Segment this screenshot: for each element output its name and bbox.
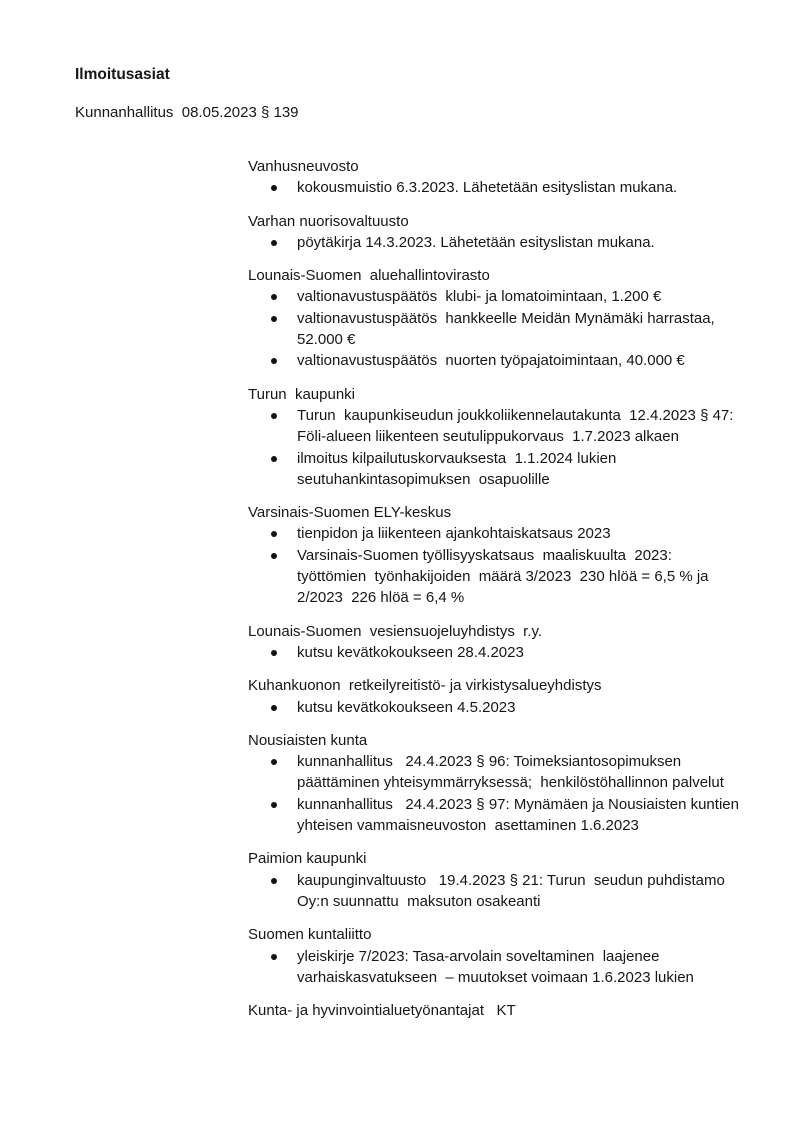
bullet-list: [248, 232, 742, 253]
section-heading: Lounais-Suomen vesiensuojeluyhdistys r.y.: [248, 622, 543, 640]
bullet-item-text: kutsu kevätkokoukseen 28.4.2023: [297, 643, 524, 661]
bullet-icon: [271, 294, 277, 300]
bullet-icon: [271, 705, 277, 711]
section-heading: Paimion kaupunki: [248, 850, 367, 868]
bullet-item-text: valtionavustuspäätös hankkeelle Meidän Mynämäki harrastaa, 52.000 €: [297, 309, 719, 349]
bullet-item-text: kunnanhallitus 24.4.2023 § 97: Mynämäen ja Nousiaisten kuntien yhteisen vammaisneuvoston asettaminen 1.6.2023: [297, 795, 744, 835]
announcement-section: [248, 265, 742, 371]
announcement-section: [248, 924, 742, 988]
bullet-item: [248, 794, 742, 837]
bullet-list: [248, 946, 742, 989]
bullet-icon: [271, 316, 277, 322]
announcement-section: [248, 675, 742, 718]
bullet-item-text: ilmoitus kilpailutuskorvauksesta 1.1.2024 lukien seutuhankintasopimuksen osapuolille: [297, 449, 621, 488]
bullet-item-text: kaupunginvaltuusto 19.4.2023 § 21: Turun seudun puhdistamo Oy:n suunnattu maksuton osakeanti: [297, 871, 734, 910]
section-heading: Varsinais-Suomen ELY-keskus: [248, 504, 452, 522]
bullet-list: [248, 523, 742, 608]
bullet-list: [248, 286, 742, 371]
bullet-item: [248, 350, 742, 371]
announcement-section: [248, 502, 742, 608]
bullet-icon: [271, 240, 277, 246]
bullet-icon: [271, 531, 277, 537]
bullet-item: [248, 946, 742, 989]
bullet-item-text: kokousmuistio 6.3.2023. Lähetetään esityslistan mukana.: [297, 179, 678, 197]
bullet-item: [248, 642, 742, 663]
bullet-item-text: Varsinais-Suomen työllisyyskatsaus maaliskuulta 2023: työttömien työnhakijoiden määrä 3/2023 230 hlöä = 6,5 % ja 2/2023 226 hlöä = 6,4 %: [297, 546, 713, 607]
section-heading: Kuhankuonon retkeilyreitistö- ja virkistysalueyhdistys: [248, 677, 602, 695]
announcement-section: [248, 211, 742, 254]
bullet-icon: [271, 358, 277, 364]
bullet-item-text: kunnanhallitus 24.4.2023 § 96: Toimeksiantosopimuksen päättäminen yhteisymmärryksessä; henkilöstöhallinnon palvelut: [297, 753, 724, 792]
bullet-item: [248, 405, 742, 448]
bullet-list: [248, 751, 742, 836]
announcement-section: [248, 1000, 742, 1021]
announcement-section: [248, 848, 742, 912]
bullet-item: [248, 870, 742, 913]
bullet-icon: [271, 456, 277, 462]
bullet-item: [248, 177, 742, 198]
bullet-item: [248, 448, 742, 491]
bullet-list: [248, 405, 742, 490]
section-heading: Vanhusneuvosto: [248, 158, 359, 175]
section-heading: Lounais-Suomen aluehallintovirasto: [248, 267, 490, 285]
section-heading: Varhan nuorisovaltuusto: [248, 212, 409, 230]
document-subtitle: Kunnanhallitus 08.05.2023 § 139: [75, 104, 299, 121]
section-heading: Kunta- ja hyvinvointialuetyönantajat KT: [248, 1002, 516, 1020]
bullet-item-text: kutsu kevätkokoukseen 4.5.2023: [297, 698, 516, 716]
bullet-item: [248, 308, 742, 351]
bullet-icon: [271, 413, 277, 419]
bullet-item: [248, 523, 742, 544]
bullet-list: [248, 642, 742, 663]
bullet-item: [248, 232, 742, 253]
bullet-item-text: Turun kaupunkiseudun joukkoliikennelautakunta 12.4.2023 § 47: Föli-alueen liikenteen seutulippukorvaus 1.7.2023 alkaen: [297, 406, 738, 446]
bullet-list: [248, 870, 742, 913]
bullet-icon: [271, 553, 277, 559]
bullet-icon: [271, 802, 277, 808]
bullet-item-text: pöytäkirja 14.3.2023. Lähetetään esityslistan mukana.: [297, 233, 655, 251]
bullet-item-text: valtionavustuspäätös nuorten työpajatoimintaan, 40.000 €: [297, 352, 685, 370]
bullet-item-text: yleiskirje 7/2023: Tasa-arvolain soveltaminen laajenee varhaiskasvatukseen – muutokset voimaan 1.6.2023 lukien: [297, 947, 694, 986]
bullet-item: [248, 545, 742, 609]
section-heading: Turun kaupunki: [248, 385, 356, 403]
bullet-icon: [271, 878, 277, 884]
bullet-list: [248, 177, 742, 198]
sections-container: [248, 156, 742, 1033]
page-title: Ilmoitusasiat: [75, 66, 170, 83]
bullet-item-text: tienpidon ja liikenteen ajankohtaiskatsaus 2023: [297, 525, 611, 543]
bullet-icon: [271, 759, 277, 765]
bullet-item: [248, 286, 742, 307]
section-heading: Suomen kuntaliitto: [248, 926, 372, 944]
bullet-icon: [271, 650, 277, 656]
bullet-item-text: valtionavustuspäätös klubi- ja lomatoimintaan, 1.200 €: [297, 288, 662, 306]
bullet-item: [248, 751, 742, 794]
bullet-list: [248, 697, 742, 718]
announcement-section: [248, 621, 742, 664]
bullet-icon: [271, 185, 277, 191]
section-heading: Nousiaisten kunta: [248, 731, 368, 749]
announcement-section: [248, 156, 742, 199]
announcement-section: [248, 384, 742, 490]
announcement-section: [248, 730, 742, 836]
bullet-icon: [271, 954, 277, 960]
bullet-item: [248, 697, 742, 718]
